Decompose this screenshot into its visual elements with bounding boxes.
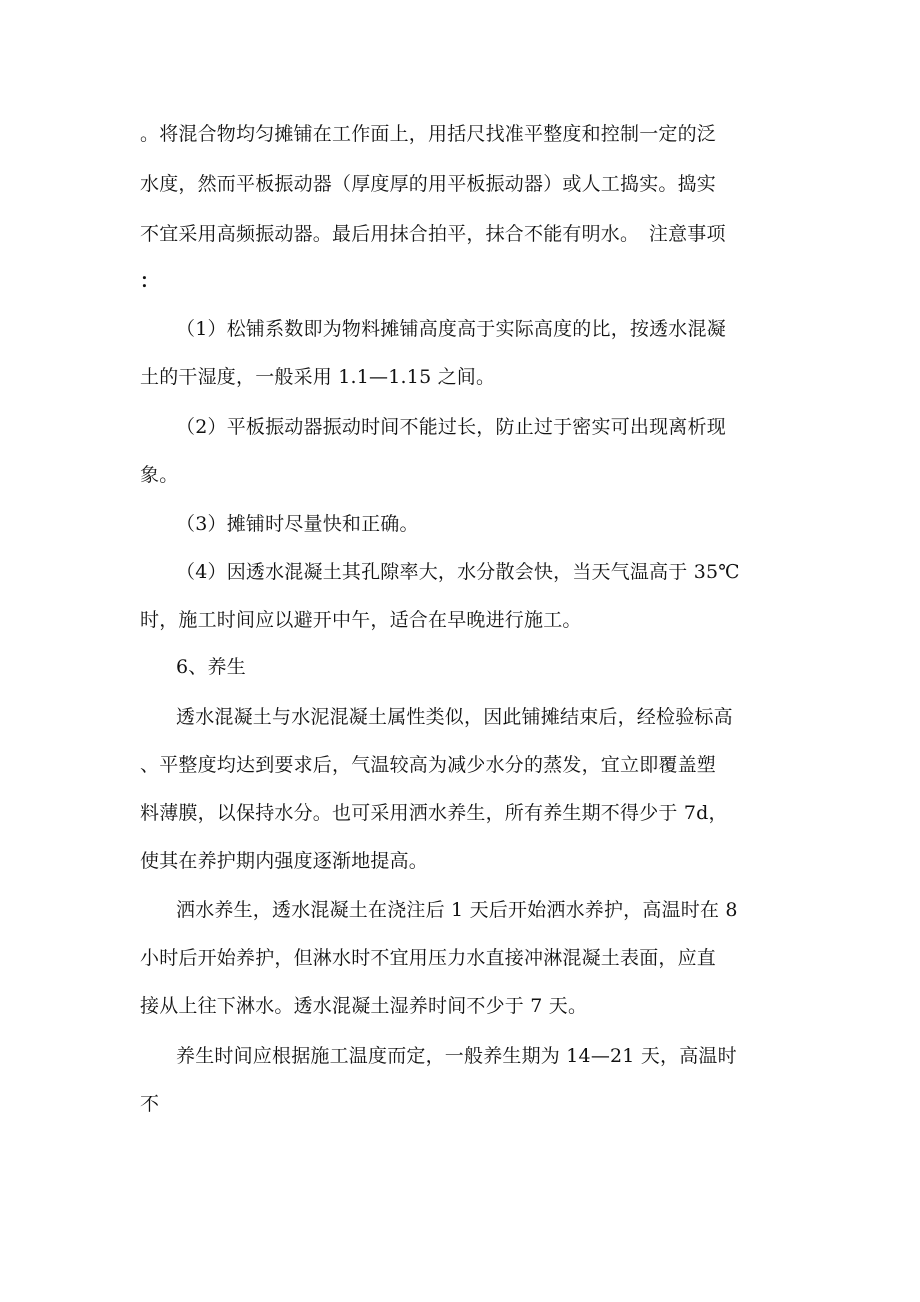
paragraph-line: 洒水养生，透水混凝土在浇注后 1 天后开始洒水养护，高温时在 8: [176, 899, 738, 921]
paragraph-line: 不: [140, 1093, 160, 1115]
text-line: 。将混合物均匀摊铺在工作面上，用括尺找准平整度和控制一定的泛: [140, 123, 717, 145]
list-item-2-line: 象。: [140, 464, 179, 486]
paragraph-line: 使其在养护期内强度逐渐地提高。: [140, 850, 429, 872]
list-item-1-line: （1）松铺系数即为物料摊铺高度高于实际高度的比，按透水混凝: [176, 318, 726, 340]
paragraph-line: 、平整度均达到要求后，气温较高为减少水分的蒸发，宜立即覆盖塑: [140, 754, 717, 776]
paragraph-line: 养生时间应根据施工温度而定，一般养生期为 14—21 天，高温时: [176, 1045, 737, 1067]
list-item-4-line: （4）因透水混凝土其孔隙率大，水分散会快，当天气温高于 35℃: [176, 561, 740, 583]
list-item-1-line: 土的干湿度，一般采用 1.1—1.15 之间。: [140, 366, 496, 388]
paragraph-line: 透水混凝土与水泥混凝土属性类似，因此铺摊结束后，经检验标高: [176, 706, 733, 728]
text-line: ：: [140, 270, 160, 292]
text-line: 不宜采用高频振动器。最后用抹合拍平，抹合不能有明水。 注意事项: [140, 223, 726, 245]
paragraph-line: 料薄膜，以保持水分。也可采用洒水养生，所有养生期不得少于 7d，: [140, 802, 728, 824]
list-item-3-line: （3）摊铺时尽量快和正确。: [176, 513, 419, 535]
text-line: 水度，然而平板振动器（厚度厚的用平板振动器）或人工捣实。捣实: [140, 173, 717, 195]
paragraph-line: 小时后开始养护，但淋水时不宜用压力水直接冲淋混凝土表面，应直: [140, 947, 717, 969]
section-heading: 6、养生: [176, 656, 246, 678]
list-item-2-line: （2）平板振动器振动时间不能过长，防止过于密实可出现离析现: [176, 416, 726, 438]
paragraph-line: 接从上往下淋水。透水混凝土湿养时间不少于 7 天。: [140, 995, 588, 1017]
list-item-4-line: 时，施工时间应以避开中午，适合在早晚进行施工。: [140, 609, 582, 631]
